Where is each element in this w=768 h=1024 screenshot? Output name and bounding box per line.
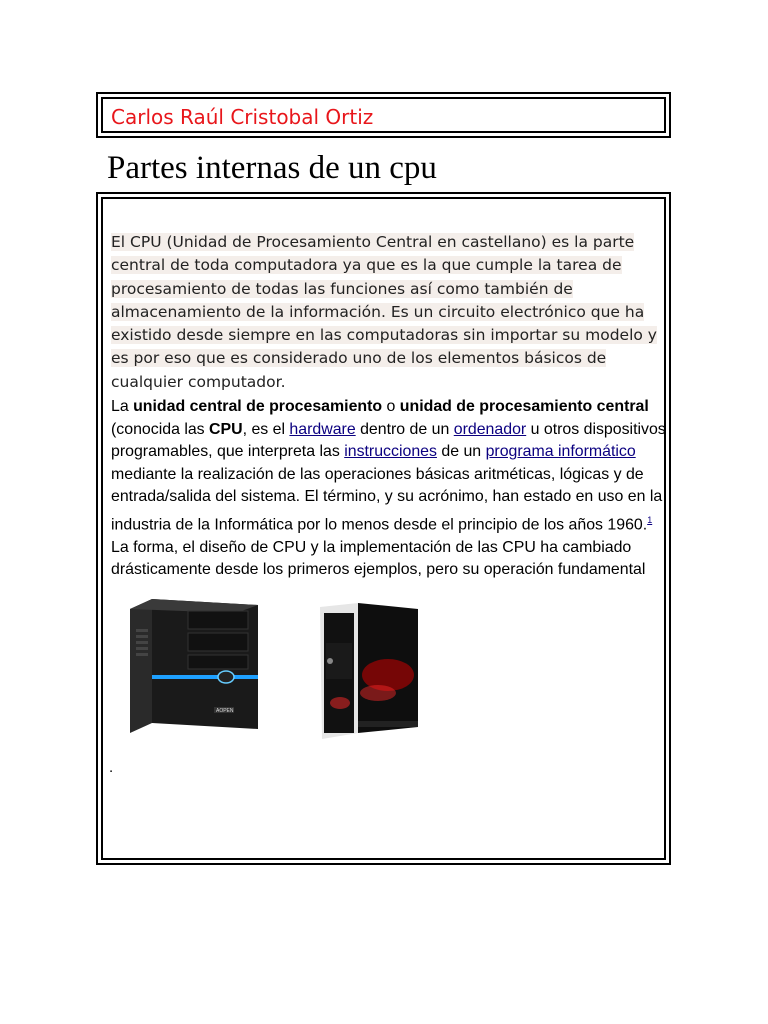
intro-line: almacenamiento de la información. Es un circuito electrónico que ha xyxy=(111,302,645,321)
content-box xyxy=(96,192,671,865)
content-inner-frame xyxy=(101,197,666,860)
page-title: Partes internas de un cpu xyxy=(107,150,437,186)
article-paragraph xyxy=(111,396,671,582)
text-run: dentro de un xyxy=(355,420,454,438)
intro-line: central de toda computadora ya que es la que cumple la tarea de xyxy=(111,256,622,275)
intro-line: es por eso que es considerado uno de los elementos básicos de xyxy=(111,349,607,368)
intro-line: procesamiento de todas las funciones así como también de xyxy=(111,279,573,298)
text-run: La xyxy=(111,398,134,415)
footnote-link[interactable]: 1 xyxy=(647,514,653,525)
intro-line: cualquier computador. xyxy=(111,372,286,391)
text-run: La forma, el diseño de CPU y la implementación de las CPU ha cambiado drásticamente desde los primeros ejemplos, pero su operación fundamental xyxy=(111,538,646,579)
case-brand-logo: AOPEN xyxy=(216,708,234,714)
bold-term: unidad de procesamiento central xyxy=(399,398,649,415)
link-hardware[interactable]: hardware xyxy=(289,420,356,438)
author-name: Carlos Raúl Cristobal Ortiz xyxy=(101,97,666,133)
text-run: de un xyxy=(436,443,486,461)
link-ordenador[interactable]: ordenador xyxy=(453,420,527,438)
pc-tower-image-1 xyxy=(130,599,258,733)
intro-line: El CPU (Unidad de Procesamiento Central en castellano) es la parte xyxy=(111,233,635,251)
intro-line: existido desde siempre en las computadoras sin importar su modelo y xyxy=(111,326,657,345)
text-run: , es el xyxy=(242,420,290,438)
bold-term: unidad central de procesamiento xyxy=(133,398,383,415)
text-run: o xyxy=(382,398,400,415)
link-programa-informatico[interactable]: programa informático xyxy=(485,443,636,461)
text-run: mediante la realización de las operaciones básicas aritméticas, lógicas y de entrada/salida del sistema. El término, y su acrónimo, han estado en uso en la industria de la Informática por lo menos desde el principio de los años 1960. xyxy=(111,465,663,534)
intro-paragraph xyxy=(111,231,659,394)
text-run: (conocida las xyxy=(111,420,210,438)
text-run: u otros dispositivos programables, que interpreta las xyxy=(111,420,666,461)
pc-tower-image-2 xyxy=(318,603,418,739)
bold-term: CPU xyxy=(209,420,243,438)
link-instrucciones[interactable]: instrucciones xyxy=(344,443,437,461)
trailing-period: . xyxy=(109,759,114,776)
author-box xyxy=(96,92,671,138)
